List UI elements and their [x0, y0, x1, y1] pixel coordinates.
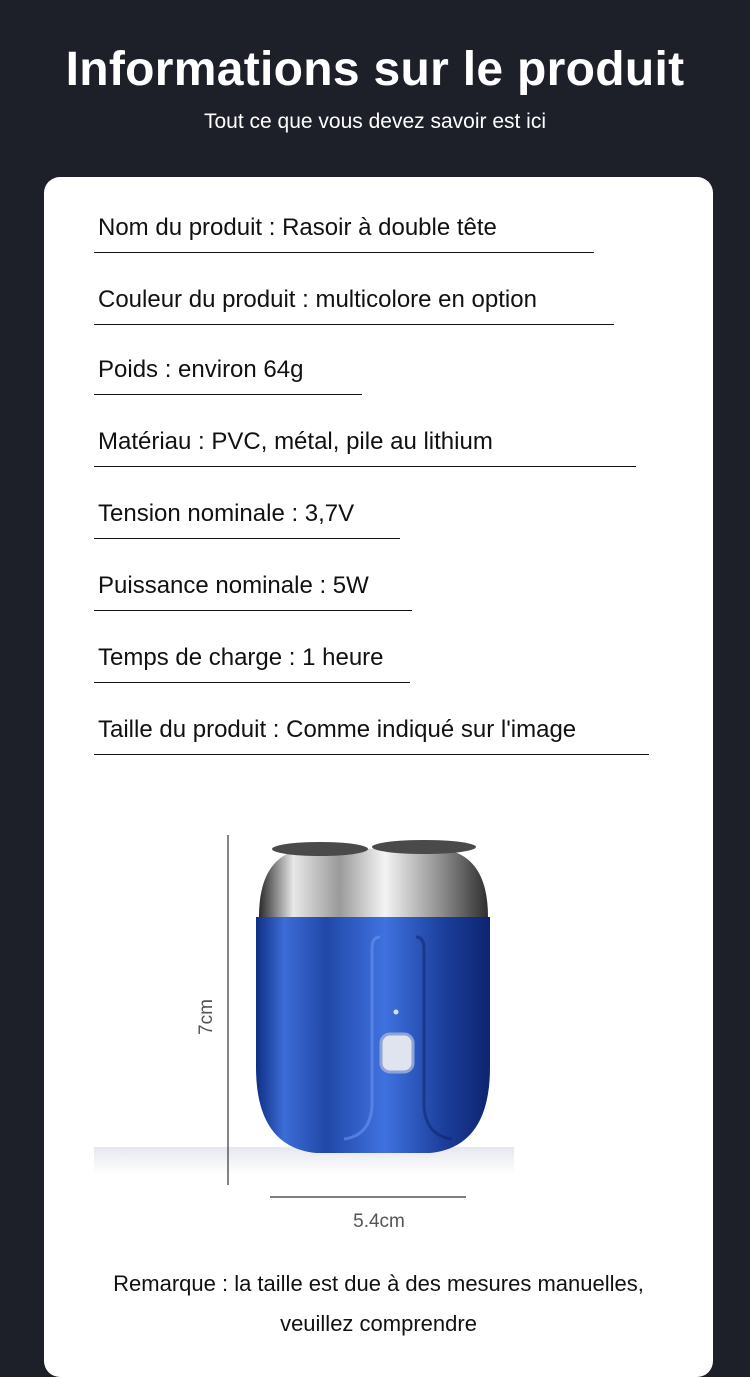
spec-product-color: Couleur du produit : multicolore en option [94, 285, 614, 325]
spec-charge-time: Temps de charge : 1 heure [94, 643, 410, 683]
spec-power: Puissance nominale : 5W [94, 571, 412, 611]
power-button [381, 1034, 413, 1072]
width-label: 5.4cm [353, 1211, 405, 1232]
product-info-card [44, 177, 713, 1377]
spec-weight: Poids : environ 64g [94, 355, 362, 395]
size-note-line1: Remarque : la taille est due à des mesures manuelles, [113, 1271, 644, 1296]
blade-right [372, 840, 476, 854]
spec-voltage: Tension nominale : 3,7V [94, 499, 400, 539]
spec-material: Matériau : PVC, métal, pile au lithium [94, 427, 636, 467]
height-label: 7cm [196, 999, 217, 1035]
page-header [0, 0, 750, 180]
size-note-line2: veuillez comprendre [280, 1311, 477, 1336]
spec-product-name: Nom du produit : Rasoir à double tête [94, 213, 594, 253]
size-note [44, 1264, 713, 1344]
razor-head [259, 849, 488, 917]
spec-product-size: Taille du produit : Comme indiqué sur l'image [94, 715, 649, 755]
product-image [44, 817, 713, 1257]
page-subtitle: Tout ce que vous devez savoir est ici [203, 110, 546, 133]
blade-left [272, 842, 368, 856]
razor-illustration [44, 817, 713, 1257]
floor-reflection [94, 1147, 514, 1175]
page-title: Informations sur le produit [65, 43, 685, 96]
indicator-light [394, 1010, 399, 1015]
